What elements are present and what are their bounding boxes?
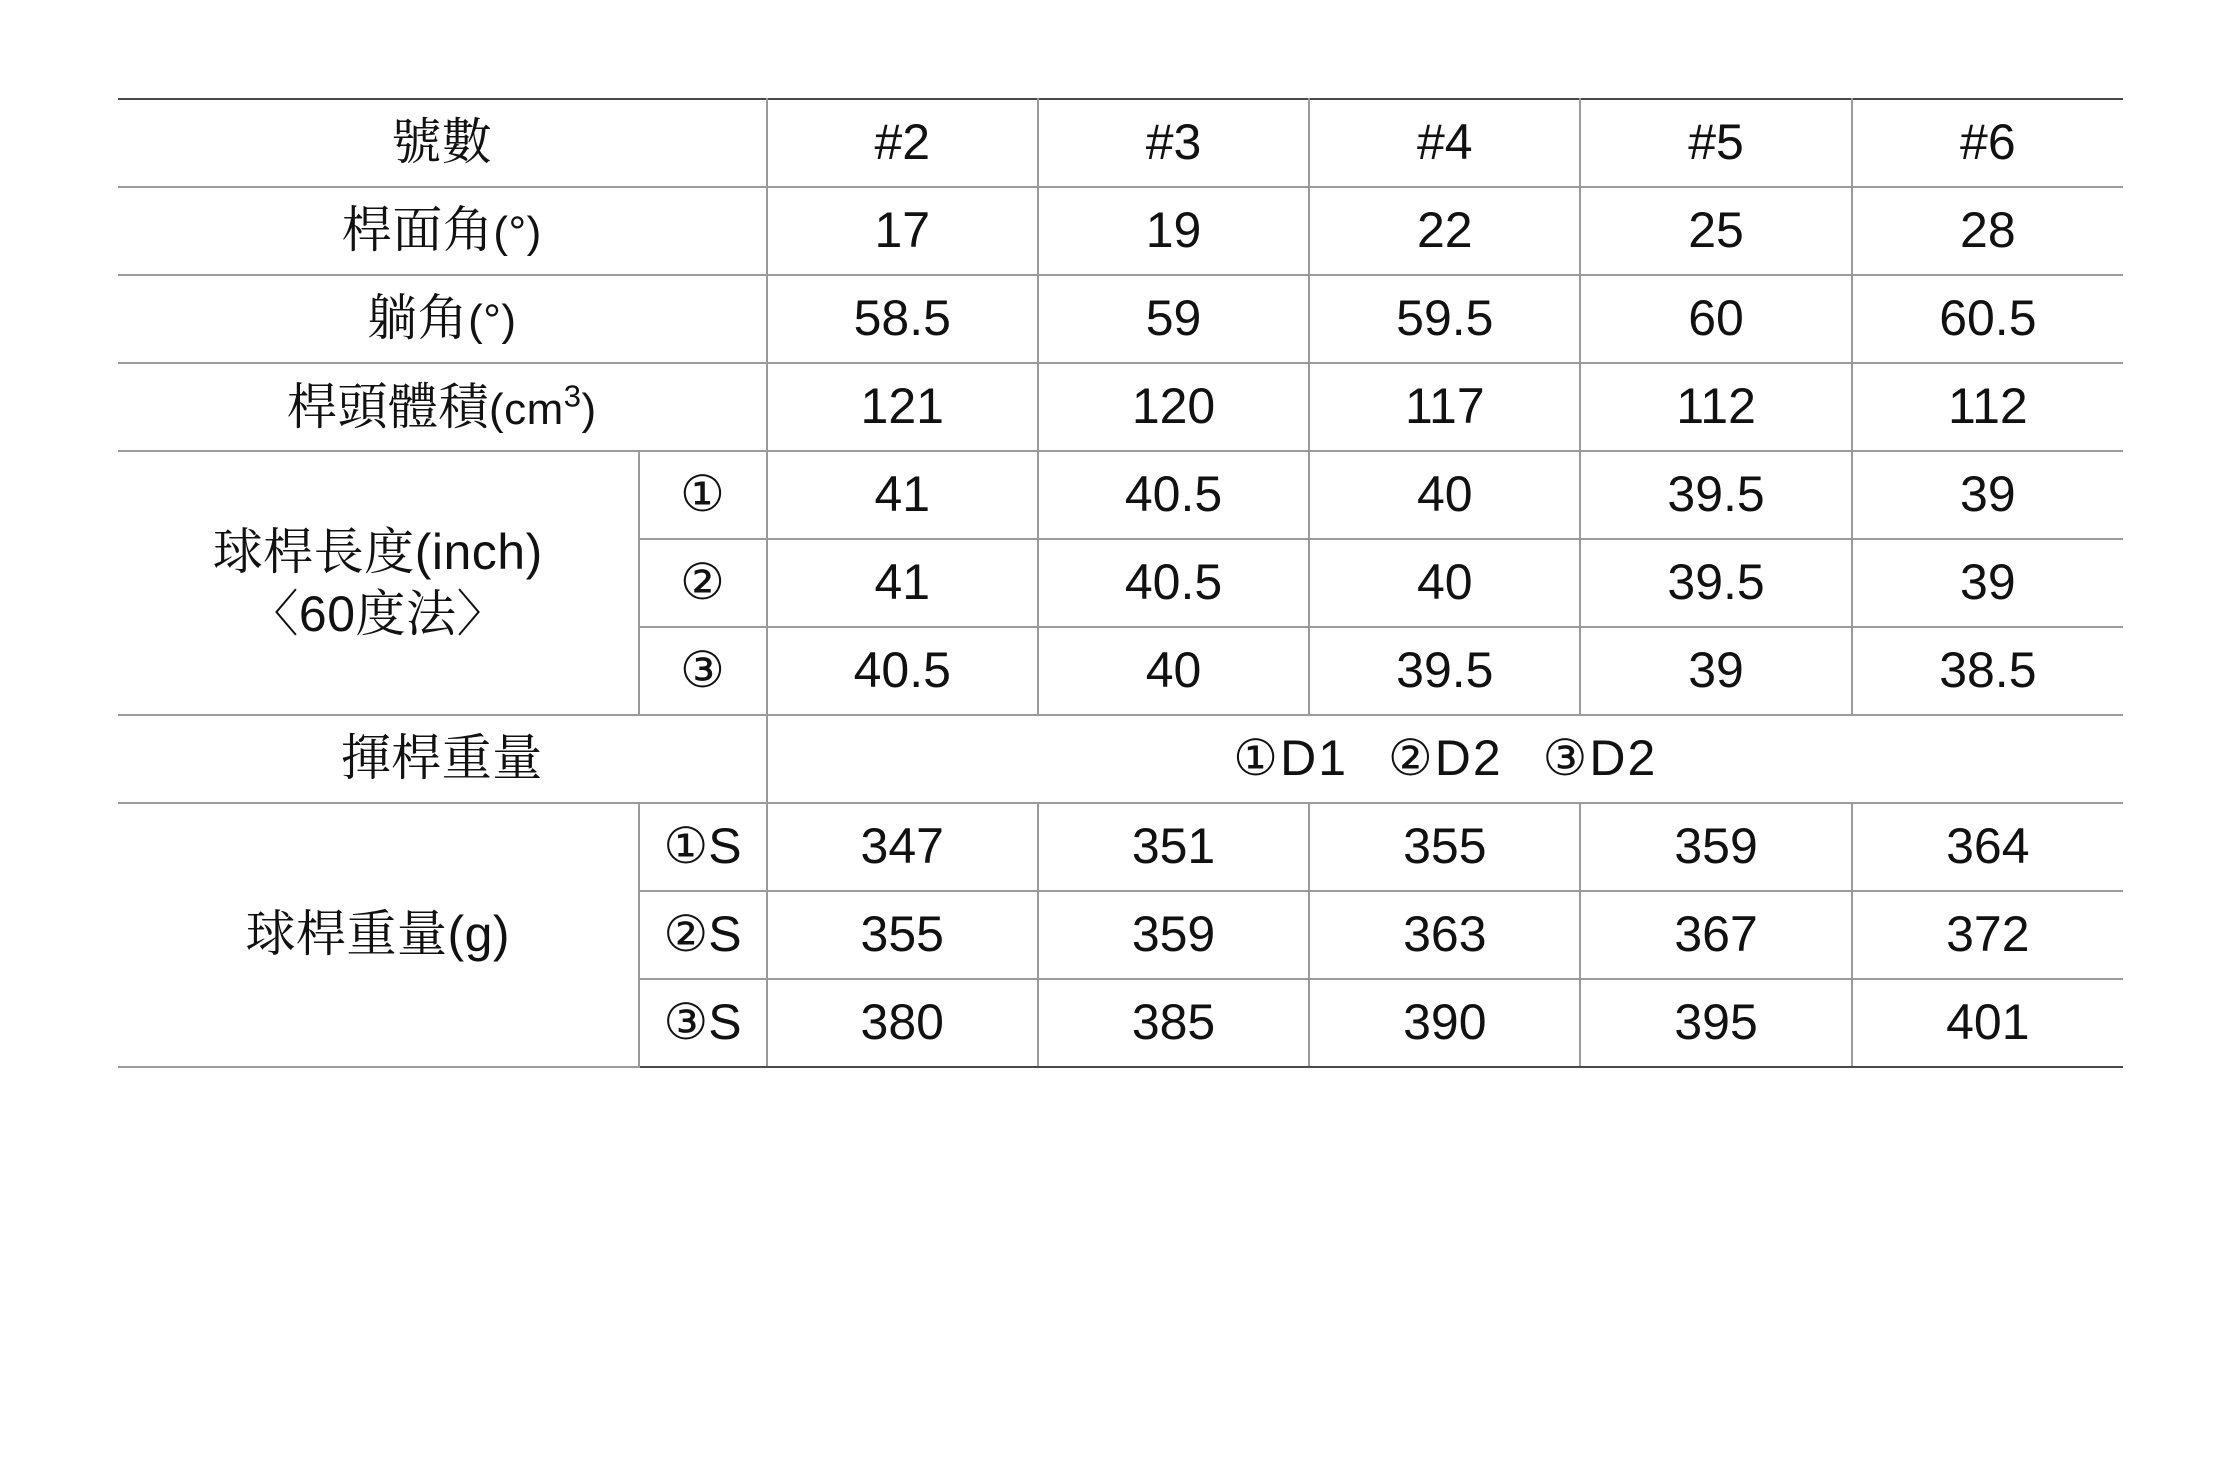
row-label-head-volume-sup: 3 <box>563 377 582 413</box>
swing-weight-part-1: ①D1 <box>1233 730 1349 787</box>
cell-length1-4: 40 <box>1309 451 1580 539</box>
cell-clubweight3-2: 380 <box>767 979 1038 1067</box>
table-row-length-1 <box>118 451 2123 539</box>
sub-label-length-3: ③ <box>639 627 767 715</box>
row-label-head-volume <box>118 363 767 451</box>
sub-label-length-2: ② <box>639 539 767 627</box>
cell-number-2: #2 <box>767 99 1038 187</box>
row-label-head-volume-unit-close: ) <box>581 384 597 434</box>
cell-head-volume-5: 112 <box>1580 363 1851 451</box>
cell-length3-2: 40.5 <box>767 627 1038 715</box>
cell-clubweight3-3: 385 <box>1038 979 1309 1067</box>
cell-clubweight1-5: 359 <box>1580 803 1851 891</box>
cell-head-volume-2: 121 <box>767 363 1038 451</box>
sub-label-club-weight-1: ①S <box>639 803 767 891</box>
row-label-loft-unit: (°) <box>493 208 542 258</box>
cell-length2-5: 39.5 <box>1580 539 1851 627</box>
cell-head-volume-3: 120 <box>1038 363 1309 451</box>
cell-length2-4: 40 <box>1309 539 1580 627</box>
cell-clubweight1-6: 364 <box>1852 803 2123 891</box>
cell-lie-3: 59 <box>1038 275 1309 363</box>
row-label-lie <box>118 275 767 363</box>
table-row-head-volume <box>118 363 2123 451</box>
cell-lie-2: 58.5 <box>767 275 1038 363</box>
row-label-number: 號數 <box>118 99 767 187</box>
cell-lie-4: 59.5 <box>1309 275 1580 363</box>
cell-loft-6: 28 <box>1852 187 2123 275</box>
cell-head-volume-4: 117 <box>1309 363 1580 451</box>
cell-clubweight2-6: 372 <box>1852 891 2123 979</box>
cell-clubweight3-4: 390 <box>1309 979 1580 1067</box>
cell-number-5: #5 <box>1580 99 1851 187</box>
cell-lie-5: 60 <box>1580 275 1851 363</box>
cell-length1-6: 39 <box>1852 451 2123 539</box>
cell-length1-3: 40.5 <box>1038 451 1309 539</box>
cell-loft-4: 22 <box>1309 187 1580 275</box>
table-row-swing-weight <box>118 715 2123 803</box>
row-label-loft <box>118 187 767 275</box>
sub-label-length-1: ① <box>639 451 767 539</box>
row-label-length <box>118 451 639 715</box>
row-label-head-volume-unit: (cm <box>488 384 564 434</box>
cell-swing-weight-values <box>767 715 2123 803</box>
cell-length1-2: 41 <box>767 451 1038 539</box>
cell-lie-6: 60.5 <box>1852 275 2123 363</box>
cell-clubweight1-4: 355 <box>1309 803 1580 891</box>
cell-length1-5: 39.5 <box>1580 451 1851 539</box>
row-label-lie-unit: (°) <box>468 296 517 346</box>
swing-weight-part-3: ③D2 <box>1542 730 1658 787</box>
cell-loft-3: 19 <box>1038 187 1309 275</box>
cell-length3-4: 39.5 <box>1309 627 1580 715</box>
row-label-length-line2: 〈60度法〉 <box>248 586 508 642</box>
row-label-loft-text: 桿面角 <box>341 202 494 259</box>
swing-weight-part-2: ②D2 <box>1387 730 1503 787</box>
row-label-length-line1: 球桿長度(inch) <box>212 523 543 580</box>
cell-clubweight3-5: 395 <box>1580 979 1851 1067</box>
cell-clubweight2-4: 363 <box>1309 891 1580 979</box>
table-row-number <box>118 99 2123 187</box>
cell-clubweight1-2: 347 <box>767 803 1038 891</box>
sub-label-club-weight-2: ②S <box>639 891 767 979</box>
row-label-lie-text: 躺角 <box>367 290 469 347</box>
row-label-swing-weight: 揮桿重量 <box>118 715 767 803</box>
cell-length3-5: 39 <box>1580 627 1851 715</box>
cell-clubweight2-2: 355 <box>767 891 1038 979</box>
cell-number-4: #4 <box>1309 99 1580 187</box>
cell-clubweight1-3: 351 <box>1038 803 1309 891</box>
cell-length3-3: 40 <box>1038 627 1309 715</box>
row-label-head-volume-text: 桿頭體積 <box>286 378 489 435</box>
cell-loft-2: 17 <box>767 187 1038 275</box>
cell-head-volume-6: 112 <box>1852 363 2123 451</box>
cell-number-3: #3 <box>1038 99 1309 187</box>
table-row-loft <box>118 187 2123 275</box>
row-label-club-weight: 球桿重量(g) <box>118 803 639 1067</box>
cell-clubweight3-6: 401 <box>1852 979 2123 1067</box>
cell-clubweight2-3: 359 <box>1038 891 1309 979</box>
table-row-lie <box>118 275 2123 363</box>
cell-length2-6: 39 <box>1852 539 2123 627</box>
cell-loft-5: 25 <box>1580 187 1851 275</box>
cell-number-6: #6 <box>1852 99 2123 187</box>
cell-length2-2: 41 <box>767 539 1038 627</box>
sub-label-club-weight-3: ③S <box>639 979 767 1067</box>
club-specification-table <box>118 98 2123 1068</box>
spec-table-container <box>118 98 2123 1068</box>
table-row-club-weight-1 <box>118 803 2123 891</box>
cell-clubweight2-5: 367 <box>1580 891 1851 979</box>
cell-length3-6: 38.5 <box>1852 627 2123 715</box>
cell-length2-3: 40.5 <box>1038 539 1309 627</box>
